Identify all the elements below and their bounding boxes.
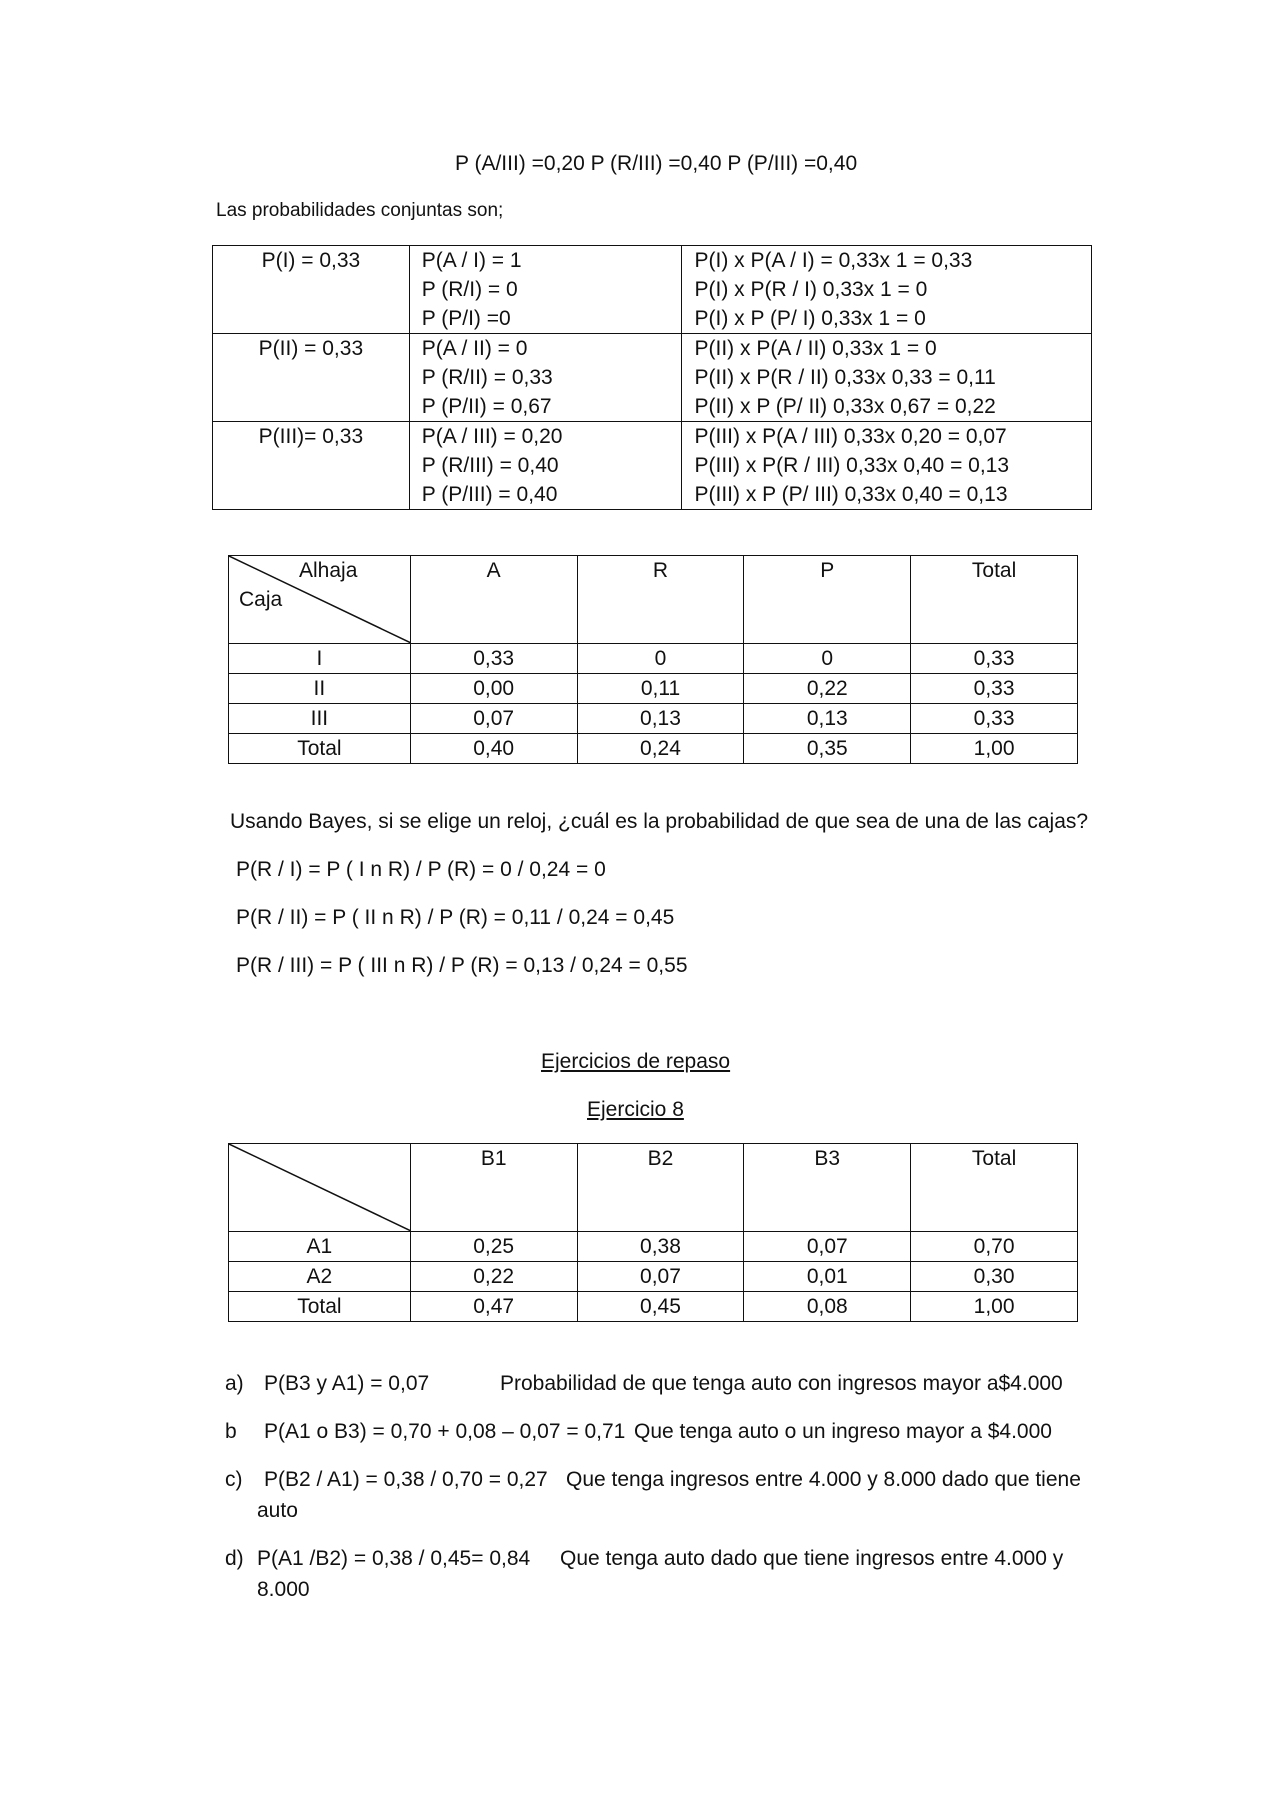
table-cell: 0,11 bbox=[577, 674, 744, 704]
contingency-table-alhaja bbox=[228, 555, 1078, 764]
table-cell: 0,35 bbox=[744, 734, 911, 764]
answer-formula: P(B2 / A1) = 0,38 / 0,70 = 0,27 bbox=[264, 1468, 548, 1491]
table-cell: 0,45 bbox=[577, 1292, 744, 1322]
column-header: Total bbox=[911, 556, 1078, 644]
answer-marker: a) bbox=[225, 1372, 244, 1395]
answer-text: Que tenga auto o un ingreso mayor a $4.000 bbox=[634, 1420, 1052, 1443]
table-row bbox=[229, 1292, 1078, 1322]
table-cell: 0,07 bbox=[577, 1262, 744, 1292]
column-header: Total bbox=[911, 1144, 1078, 1232]
table-row bbox=[229, 644, 1078, 674]
table-cell: 0,33 bbox=[410, 644, 577, 674]
table-cell: 0,01 bbox=[744, 1262, 911, 1292]
answer-text: Probabilidad de que tenga auto con ingresos mayor a$4.000 bbox=[500, 1372, 1063, 1395]
table-cell: 0,07 bbox=[744, 1232, 911, 1262]
table-cell: 0 bbox=[577, 644, 744, 674]
conjuntas-label: Las probabilidades conjuntas son; bbox=[216, 200, 504, 221]
header-row bbox=[229, 1144, 1078, 1232]
conditional-cell: P(A / II) = 0 P (R/II) = 0,33 P (P/II) = 0,67 bbox=[409, 334, 682, 422]
table-cell: 0,07 bbox=[410, 704, 577, 734]
column-header: B3 bbox=[744, 1144, 911, 1232]
answer-continuation: auto bbox=[257, 1499, 298, 1522]
conditional-cell: P(A / III) = 0,20 P (R/III) = 0,40 P (P/III) = 0,40 bbox=[409, 422, 682, 510]
row-label: II bbox=[229, 674, 411, 704]
table-cell: 0,40 bbox=[410, 734, 577, 764]
column-header: R bbox=[577, 556, 744, 644]
diagonal-header-cell bbox=[229, 556, 411, 644]
answer-text: Que tenga auto dado que tiene ingresos entre 4.000 y bbox=[560, 1547, 1064, 1570]
prior-cell: P(I) = 0,33 bbox=[213, 246, 410, 334]
product-cell: P(III) x P(A / III) 0,33x 0,20 = 0,07 P(III) x P(R / III) 0,33x 0,40 = 0,13 P(III) x P (P/ III) 0,33x 0,40 = 0,13 bbox=[682, 422, 1092, 510]
table-cell: 0,70 bbox=[911, 1232, 1078, 1262]
answer-marker: d) bbox=[225, 1547, 244, 1570]
product-cell: P(II) x P(A / II) 0,33x 1 = 0 P(II) x P(R / II) 0,33x 0,33 = 0,11 P(II) x P (P/ II) 0,33x 0,67 = 0,22 bbox=[682, 334, 1092, 422]
row-label: Total bbox=[229, 734, 411, 764]
conditional-cell: P(A / I) = 1 P (R/I) = 0 P (P/I) =0 bbox=[409, 246, 682, 334]
table-cell: 0,25 bbox=[410, 1232, 577, 1262]
bayes-line: P(R / III) = P ( III n R) / P (R) = 0,13 / 0,24 = 0,55 bbox=[236, 954, 688, 977]
column-header: B1 bbox=[410, 1144, 577, 1232]
table-row bbox=[229, 1232, 1078, 1262]
bayes-line: P(R / I) = P ( I n R) / P (R) = 0 / 0,24 = 0 bbox=[236, 858, 606, 881]
column-header: A bbox=[410, 556, 577, 644]
bayes-question: Usando Bayes, si se elige un reloj, ¿cuál es la probabilidad de que sea de una de las cajas? bbox=[230, 810, 1089, 833]
table-cell: 0,33 bbox=[911, 704, 1078, 734]
table-cell: 0,13 bbox=[577, 704, 744, 734]
table-cell: 1,00 bbox=[911, 1292, 1078, 1322]
answer-text: Que tenga ingresos entre 4.000 y 8.000 dado que tiene bbox=[566, 1468, 1081, 1491]
diagonal-line bbox=[229, 1144, 411, 1231]
answer-formula: P(A1 o B3) = 0,70 + 0,08 – 0,07 = 0,71 bbox=[264, 1420, 626, 1443]
answer-marker: c) bbox=[225, 1468, 243, 1491]
table-row bbox=[229, 674, 1078, 704]
product-cell: P(I) x P(A / I) = 0,33x 1 = 0,33 P(I) x P(R / I) 0,33x 1 = 0 P(I) x P (P/ I) 0,33x 1 = 0 bbox=[682, 246, 1092, 334]
joint-probability-table bbox=[212, 245, 1092, 510]
table-cell: 0,13 bbox=[744, 704, 911, 734]
table-cell: 0,33 bbox=[911, 674, 1078, 704]
answer-continuation: 8.000 bbox=[257, 1578, 310, 1601]
row-label: A1 bbox=[229, 1232, 411, 1262]
joint-row bbox=[213, 334, 1092, 422]
column-header: B2 bbox=[577, 1144, 744, 1232]
table-cell: 0,38 bbox=[577, 1232, 744, 1262]
table-cell: 0,22 bbox=[744, 674, 911, 704]
row-label: A2 bbox=[229, 1262, 411, 1292]
answer-formula: P(A1 /B2) = 0,38 / 0,45= 0,84 bbox=[257, 1547, 531, 1570]
row-label: III bbox=[229, 704, 411, 734]
row-label: I bbox=[229, 644, 411, 674]
answer-marker: b bbox=[225, 1420, 237, 1443]
joint-row bbox=[213, 422, 1092, 510]
intro-line: P (A/III) =0,20 P (R/III) =0,40 P (P/III) =0,40 bbox=[455, 152, 858, 175]
exercise-8-table bbox=[228, 1143, 1078, 1322]
prior-cell: P(II) = 0,33 bbox=[213, 334, 410, 422]
column-header: P bbox=[744, 556, 911, 644]
joint-row bbox=[213, 246, 1092, 334]
table-cell: 0,24 bbox=[577, 734, 744, 764]
corner-bottom-label: Caja bbox=[239, 588, 283, 611]
bayes-line: P(R / II) = P ( II n R) / P (R) = 0,11 / 0,24 = 0,45 bbox=[236, 906, 675, 929]
table-cell: 0,08 bbox=[744, 1292, 911, 1322]
table-cell: 0,33 bbox=[911, 644, 1078, 674]
table-cell: 0,22 bbox=[410, 1262, 577, 1292]
prior-cell: P(III)= 0,33 bbox=[213, 422, 410, 510]
row-label: Total bbox=[229, 1292, 411, 1322]
ejercicio-title: Ejercicio 8 bbox=[587, 1098, 684, 1121]
table-cell: 0,30 bbox=[911, 1262, 1078, 1292]
table-cell: 0,47 bbox=[410, 1292, 577, 1322]
repaso-title: Ejercicios de repaso bbox=[541, 1050, 731, 1073]
table-row bbox=[229, 1262, 1078, 1292]
table-cell: 1,00 bbox=[911, 734, 1078, 764]
header-row bbox=[229, 556, 1078, 644]
corner-top-label: Alhaja bbox=[299, 559, 358, 582]
table-cell: 0,00 bbox=[410, 674, 577, 704]
answer-formula: P(B3 y A1) = 0,07 bbox=[264, 1372, 430, 1395]
table-cell: 0 bbox=[744, 644, 911, 674]
table-row bbox=[229, 734, 1078, 764]
table-row bbox=[229, 704, 1078, 734]
diagonal-header-cell bbox=[229, 1144, 411, 1232]
